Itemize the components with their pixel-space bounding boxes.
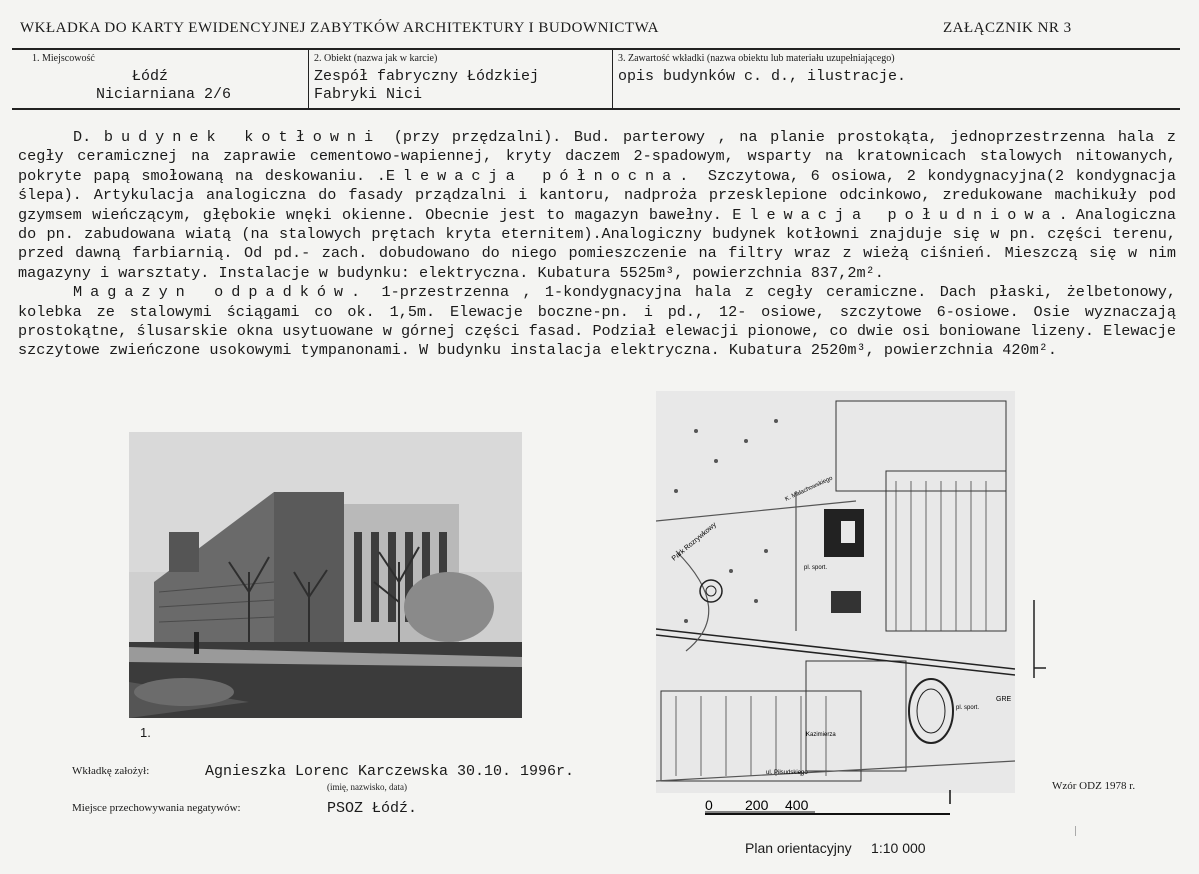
map-label-park: Park Rozrywkowy	[670, 521, 718, 563]
location-label: 1. Miejscowość	[32, 53, 95, 64]
object-value: Zespół fabryczny Łódzkiej Fabryki Nici	[314, 68, 540, 103]
field-divider-2	[612, 50, 613, 108]
map-label-malachowskiego: K. Małachowskiego	[784, 475, 834, 503]
field-divider-1	[308, 50, 309, 108]
top-rule	[12, 48, 1180, 50]
location-value: Łódź Niciarniana 2/6	[96, 68, 232, 103]
south-elevation-text: Analogiczna do pn. zabudowana wiatą (na stalowych prętach kryta eternitem).Analogiczny budynek kotłowni znajduje się w pn. części terenu, przed dawną farbiarnią. Od pd.- zach. dobudowano do niego pomieszczenie na filtry wraz z wieżą ciśnień. Mieszczą się w nim magazyny i warsztaty. Instalacje w budynku: elektryczna. Kubatura 5525m³, powierzchnia 837,2m².	[18, 205, 1177, 282]
map-label-pilsudskiego: ul. Piłsudskiego	[766, 770, 808, 776]
negatives-value: PSOZ Łódź.	[327, 800, 418, 817]
contents-label: 3. Zawartość wkładki (nazwa obiektu lub materiału uzupełniającego)	[618, 53, 895, 64]
object-label: 2. Obiekt (nazwa jak w karcie)	[314, 53, 438, 64]
map-caption: Plan orientacyjny 1:10 000	[745, 840, 926, 856]
warehouse-paragraph	[18, 283, 1176, 361]
photo-number: 1.	[140, 725, 151, 740]
author-hint: (imię, nazwisko, data)	[327, 782, 407, 792]
scale-bar	[705, 790, 955, 820]
fields-bottom-rule	[12, 108, 1180, 110]
boiler-house-heading: budynek kotłowni	[103, 128, 382, 146]
warehouse-text: 1-przestrzenna , 1-kondygnacyjna hala z cegły ceramiczne. Dach płaski, żelbetonowy, kolebka ze stalowymi ściągami co ok. 1,5m. Elewacje boczne-pn. i pd., 12- osiowe, szczytowe 6-osiowe. Osie wyznaczają prostokątne, ślusarskie okna usytuowane w górnej części fasad. Podział elewacji pionowe, co dwie osi boniowane lizeny. Elewacje szczytowe zwieńczone usokowymi tympanonami. W budynku instalacja elektryczna. Kubatura 2520m³, powierzchnia 420m².	[18, 283, 1176, 360]
negatives-label: Miejsce przechowywania negatywów:	[72, 802, 241, 814]
north-arrow-icon	[1030, 600, 1046, 680]
scale-tick-0: 0	[705, 797, 713, 813]
map-label-kazimierza: Kazimierza	[806, 732, 836, 738]
north-elevation-heading: Elewacja północna.	[385, 166, 697, 185]
template-ref: Wzór ODZ 1978 r.	[1052, 780, 1136, 792]
south-elevation-heading: Elewacja południowa.	[732, 205, 1076, 224]
scale-tick-200: 200	[745, 797, 769, 813]
form-title: WKŁADKA DO KARTY EWIDENCYJNEJ ZABYTKÓW ARCHITEKTURY I BUDOWNICTWA	[20, 20, 659, 36]
map-label-gre: GRE	[996, 696, 1012, 703]
map-label-sport-2: pl. sport.	[956, 705, 980, 711]
boiler-house-paragraph	[18, 128, 1176, 283]
north-elevation-text: Szczytowa, 6 osiowa, 2 kondygnacyjna(2 kondygnacja ślepa). Artykulacja analogiczna do fasady prządzalni i kantoru, nadproża przesklepione odcinkowo, zredukowane machikuły pod gzymsem wieńczącym, głębokie wnęki okienne. Obecnie jest to magazyn bawełny.	[18, 166, 1176, 224]
author-label: Wkładkę założył:	[72, 765, 150, 777]
author-value: Agnieszka Lorenc Karczewska 30.10. 1996r.	[205, 763, 575, 780]
boiler-house-text: (przy przędzalni). Bud. parterowy , na planie prostokąta, jednoprzestrzenna hala z cegły ceramicznej na zaprawie cementowo-wapiennej, kryty daczem 2-spadowym, wsparty na kratownicach stalowych nitowanych, pokryte papą smołowaną na deskowaniu. .	[18, 128, 1176, 185]
map-label-sport-1: pl. sport.	[804, 565, 828, 571]
warehouse-heading: Magazyn odpadków.	[73, 283, 369, 302]
orientation-map	[656, 391, 1015, 793]
scale-tick-400: 400	[785, 797, 809, 813]
annex-number: ZAŁĄCZNIK NR 3	[943, 20, 1072, 36]
section-letter: D.	[73, 128, 92, 146]
description-text	[18, 128, 1176, 361]
margin-mark	[1075, 826, 1076, 836]
contents-value: opis budynków c. d., ilustracje.	[618, 68, 907, 85]
building-photo	[129, 432, 522, 718]
